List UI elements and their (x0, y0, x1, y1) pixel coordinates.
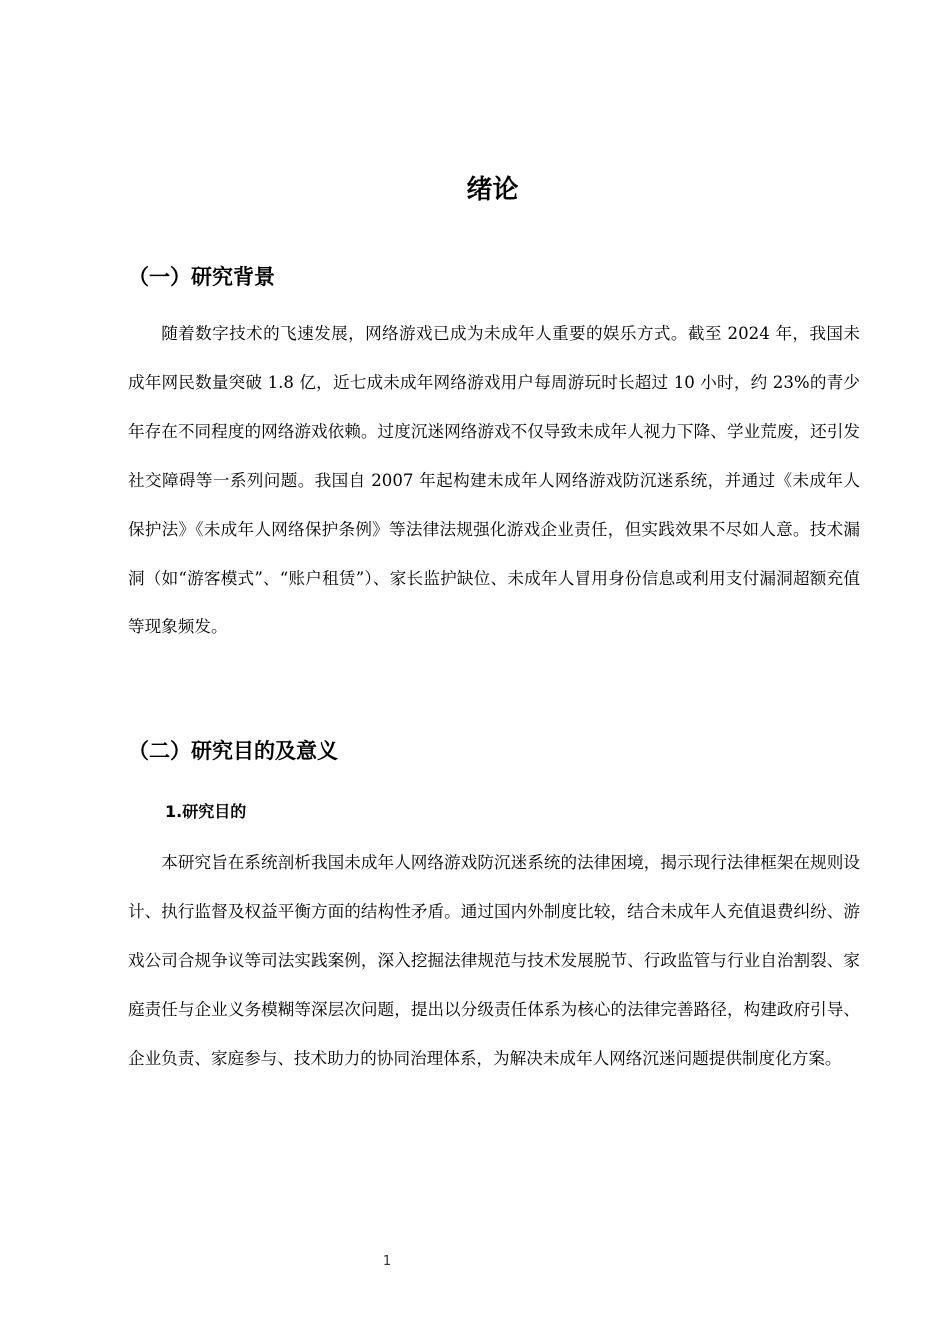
section-heading-research-background: （一）研究背景 (128, 265, 275, 289)
page-number: 1 (382, 1254, 392, 1269)
subsection-heading-research-purpose: 1.研究目的 (165, 802, 247, 821)
research-purpose-paragraph: 本研究旨在系统剖析我国未成年人网络游戏防沉迷系统的法律困境，揭示现行法律框架在规则设计、执行监督及权益平衡方面的结构性矛盾。通过国内外制度比较，结合未成年人充值退费纠纷、游戏公司合规争议等司法实践案例，深入挖掘法律规范与技术发展脱节、行政监管与行业自治割裂、家庭责任与企业义务模糊等深层次问题，提出以分级责任体系为核心的法律完善路径，构建政府引导、企业负责、家庭参与、技术助力的协同治理体系，为解决未成年人网络沉迷问题提供制度化方案。 (128, 853, 860, 1068)
document-title: 绪论 (466, 175, 519, 205)
section-heading-research-purpose-significance: （二）研究目的及意义 (128, 739, 338, 763)
research-background-paragraph: 随着数字技术的飞速发展，网络游戏已成为未成年人重要的娱乐方式。截至 2024 年，我国未成年网民数量突破 1.8 亿，近七成未成年网络游戏用户每周游玩时长超过 10 小时，约 23%的青少年存在不同程度的网络游戏依赖。过度沉迷网络游戏不仅导致未成年人视力下降、学业荒废，还引发社交障碍等一系列问题。我国自 2007 年起构建未成年人网络游戏防沉迷系统，并通过《未成年人保护法》《未成年人网络保护条例》等法律法规强化游戏企业责任，但实践效果不尽如人意。技术漏洞（如“游客模式”、“账户租赁”）、家长监护缺位、未成年人冒用身份信息或利用支付漏洞超额充值等现象频发。 (128, 324, 860, 637)
